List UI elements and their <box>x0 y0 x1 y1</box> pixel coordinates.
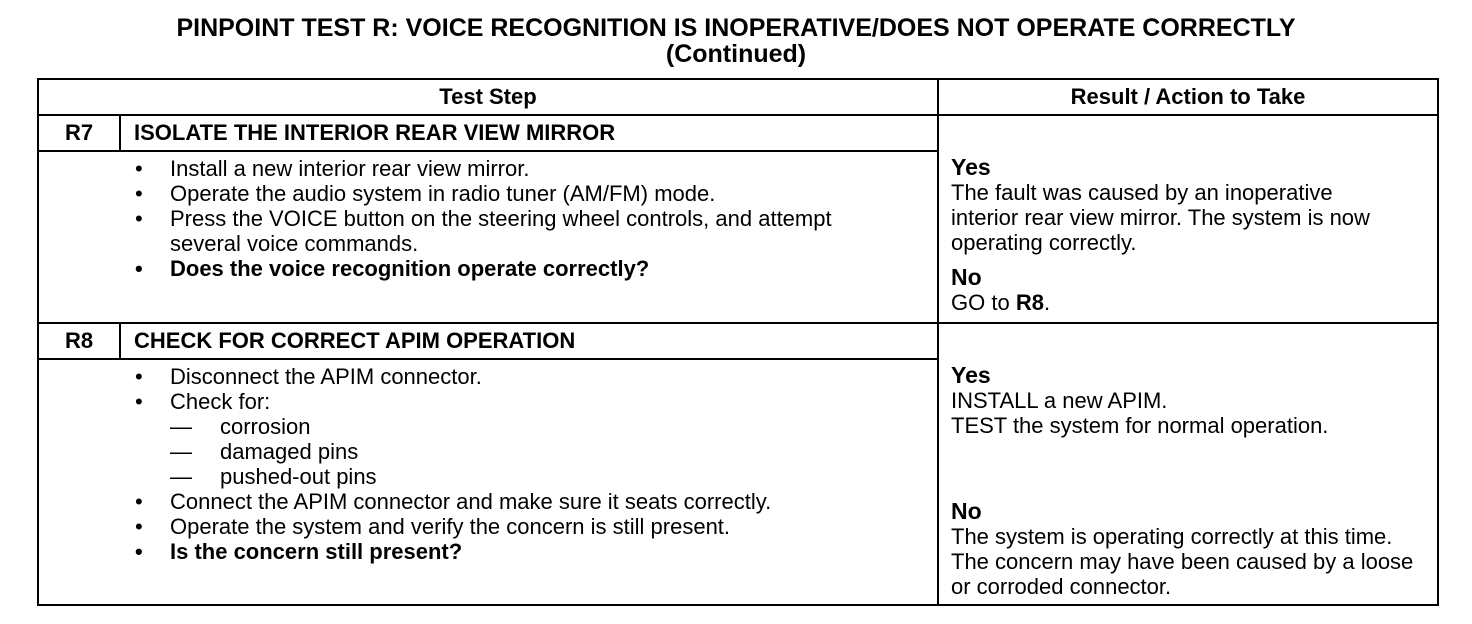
r7-no-text <box>951 290 1431 315</box>
r8-bullet-2-text: Check for: <box>170 389 271 414</box>
header-result: Result / Action to Take <box>1070 84 1306 109</box>
r7-yes-text: The fault was caused by an inoperative interior rear view mirror. The system is now operating correctly. <box>951 180 1370 255</box>
step-heading-r8: CHECK FOR CORRECT APIM OPERATION <box>134 328 576 353</box>
r8-bullet-1: • Disconnect the APIM connector. <box>133 364 923 389</box>
page-title: PINPOINT TEST R: VOICE RECOGNITION IS INOPERATIVE/DOES NOT OPERATE CORRECTLY <box>176 14 1296 42</box>
dash-icon: — <box>170 439 192 464</box>
r8-yes-label: Yes <box>951 362 991 388</box>
step-body-r8 <box>133 364 923 564</box>
r8-yes-line-2: TEST the system for normal operation. <box>951 413 1329 438</box>
r8-sub-item <box>170 414 923 439</box>
result-r8-no <box>951 499 1431 599</box>
r8-bullet-2 <box>133 389 923 489</box>
step-id-divider-r8 <box>119 322 121 359</box>
r7-no-suffix: . <box>1043 290 1051 315</box>
r8-bullet-4: • Operate the system and verify the concern is still present. <box>133 514 923 539</box>
r7-bullet-1: • Install a new interior rear view mirror. <box>133 156 923 181</box>
r8-heading-divider <box>37 358 938 360</box>
r8-sub-item <box>170 464 923 489</box>
header-test-step: Test Step <box>439 84 537 109</box>
step-body-r7 <box>133 156 923 281</box>
header-divider <box>37 114 1439 116</box>
r8-bullet-3: • Connect the APIM connector and make sure it seats correctly. <box>133 489 923 514</box>
page-subtitle: (Continued) <box>665 40 807 68</box>
step-heading-r7: ISOLATE THE INTERIOR REAR VIEW MIRROR <box>134 120 616 145</box>
dash-icon: — <box>170 414 192 439</box>
r8-yes-line-1: INSTALL a new APIM. <box>951 388 1168 413</box>
row-divider <box>37 322 1439 324</box>
step-id-r8: R8 <box>64 328 94 353</box>
step-id-divider-r7 <box>119 115 121 152</box>
r7-question: • Does the voice recognition operate correctly? <box>133 256 923 281</box>
step-id-r7: R7 <box>64 120 94 145</box>
r7-bullet-3: • Press the VOICE button on the steering wheel controls, and attempt several voice commands. <box>133 206 870 256</box>
r7-no-link[interactable]: R8 <box>1015 290 1044 315</box>
r7-bullet-2: • Operate the audio system in radio tuner (AM/FM) mode. <box>133 181 923 206</box>
r8-no-text: The system is operating correctly at this time. The concern may have been caused by a loose or corroded connector. <box>951 524 1414 599</box>
r8-no-label: No <box>951 498 982 524</box>
r8-sub-item-text: corrosion <box>220 414 311 439</box>
r7-yes-label: Yes <box>951 154 991 180</box>
r7-no-label: No <box>951 264 982 290</box>
r7-no-prefix: GO to <box>951 290 1010 315</box>
r8-sub-item-text: damaged pins <box>220 439 359 464</box>
result-r7 <box>951 155 1431 315</box>
dash-icon: — <box>170 464 192 489</box>
column-divider <box>937 78 939 606</box>
r8-sub-item-text: pushed-out pins <box>220 464 377 489</box>
result-r8-yes <box>951 363 1431 438</box>
r8-sub-list <box>170 414 923 489</box>
r7-heading-divider <box>37 150 938 152</box>
r8-question: • Is the concern still present? <box>133 539 923 564</box>
r8-sub-item <box>170 439 923 464</box>
